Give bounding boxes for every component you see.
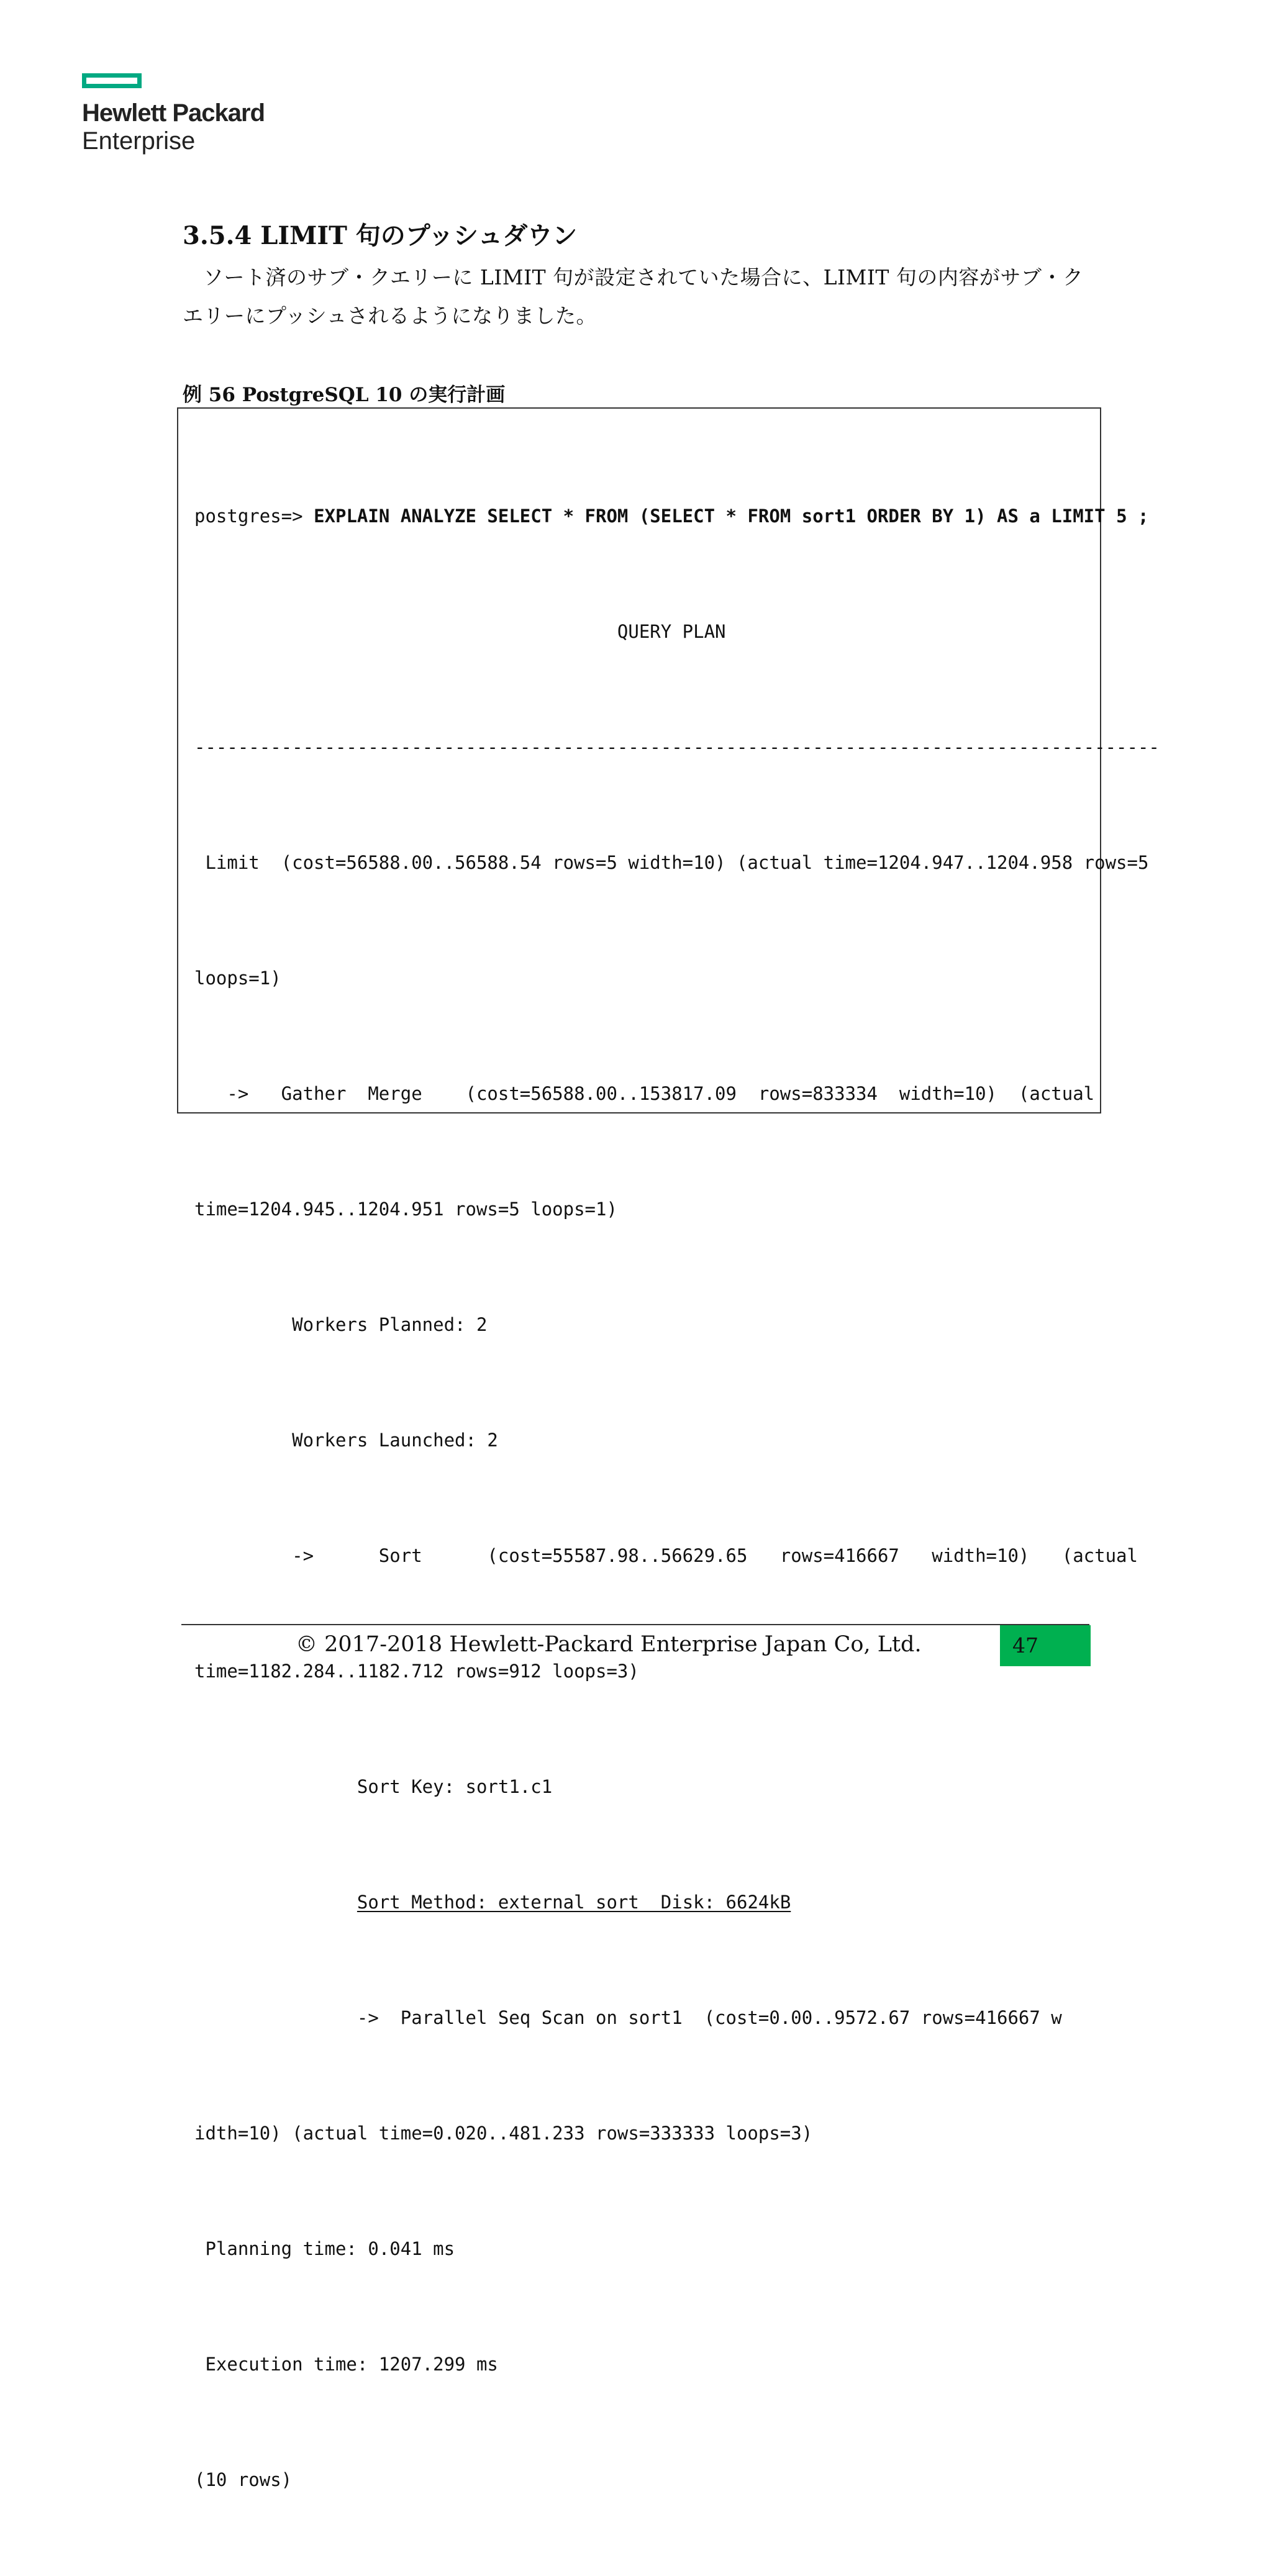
sort-method-text: Sort Method: external sort Disk: 6624kB (357, 1892, 791, 1913)
plan-line: Workers Launched: 2 (194, 1430, 498, 1451)
footer-copyright: © 2017-2018 Hewlett-Packard Enterprise Japan Co, Ltd. (296, 1632, 922, 1657)
query-plan-code (194, 420, 1160, 2576)
plan-line: QUERY PLAN (194, 621, 726, 642)
sql-command: EXPLAIN ANALYZE SELECT * FROM (SELECT * FROM sort1 ORDER BY 1) AS a LIMIT 5 ; (314, 506, 1149, 527)
plan-line: Execution time: 1207.299 ms (194, 2354, 498, 2375)
logo-line-2: Enterprise (82, 127, 196, 155)
plan-line: (10 rows) (194, 2469, 293, 2490)
plan-line: Limit (cost=56588.00..56588.54 rows=5 width=10) (actual time=1204.947..1204.958 rows=5 (194, 852, 1149, 873)
plan-line: time=1182.284..1182.712 rows=912 loops=3) (194, 1661, 639, 1682)
logo-mark (82, 73, 142, 88)
sort-method-line (194, 1883, 1089, 1921)
paragraph-text: ソート済のサブ・クエリーに LIMIT 句が設定されていた場合に、LIMIT 句の内容がサブ・クエリーにプッシュされるようになりました。 (183, 265, 1084, 328)
plan-line: Sort Key: sort1.c1 (194, 1776, 553, 1797)
plan-line: -> Parallel Seq Scan on sort1 (cost=0.00..9572.67 rows=416667 w (194, 2007, 1062, 2028)
hpe-logo (82, 73, 265, 155)
section-paragraph (183, 258, 1096, 335)
plan-line: Workers Planned: 2 (194, 1314, 488, 1335)
section-heading: 3.5.4 LIMIT 句のプッシュダウン (183, 221, 578, 250)
plan-line: idth=10) (actual time=0.020..481.233 rows=333333 loops=3) (194, 2123, 813, 2144)
prompt: postgres=> (194, 506, 314, 527)
logo-line-1: Hewlett Packard (82, 99, 265, 127)
plan-line: Planning time: 0.041 ms (194, 2238, 455, 2259)
plan-line: time=1204.945..1204.951 rows=5 loops=1) (194, 1199, 617, 1220)
example-caption: 例 56 PostgreSQL 10 の実行計画 (183, 384, 506, 406)
footer-divider (181, 1624, 1089, 1625)
indent (194, 1892, 357, 1913)
page-number: 47 (1000, 1625, 1091, 1666)
plan-line: -> Gather Merge (cost=56588.00..153817.09 rows=833334 width=10) (actual (194, 1083, 1095, 1104)
plan-line: -> Sort (cost=55587.98..56629.65 rows=416667 width=10) (actual (194, 1545, 1138, 1566)
command-line (194, 497, 1149, 535)
plan-line: loops=1) (194, 968, 281, 989)
plan-line: ----------------------------------------------------------------------------------------- (194, 737, 1160, 758)
